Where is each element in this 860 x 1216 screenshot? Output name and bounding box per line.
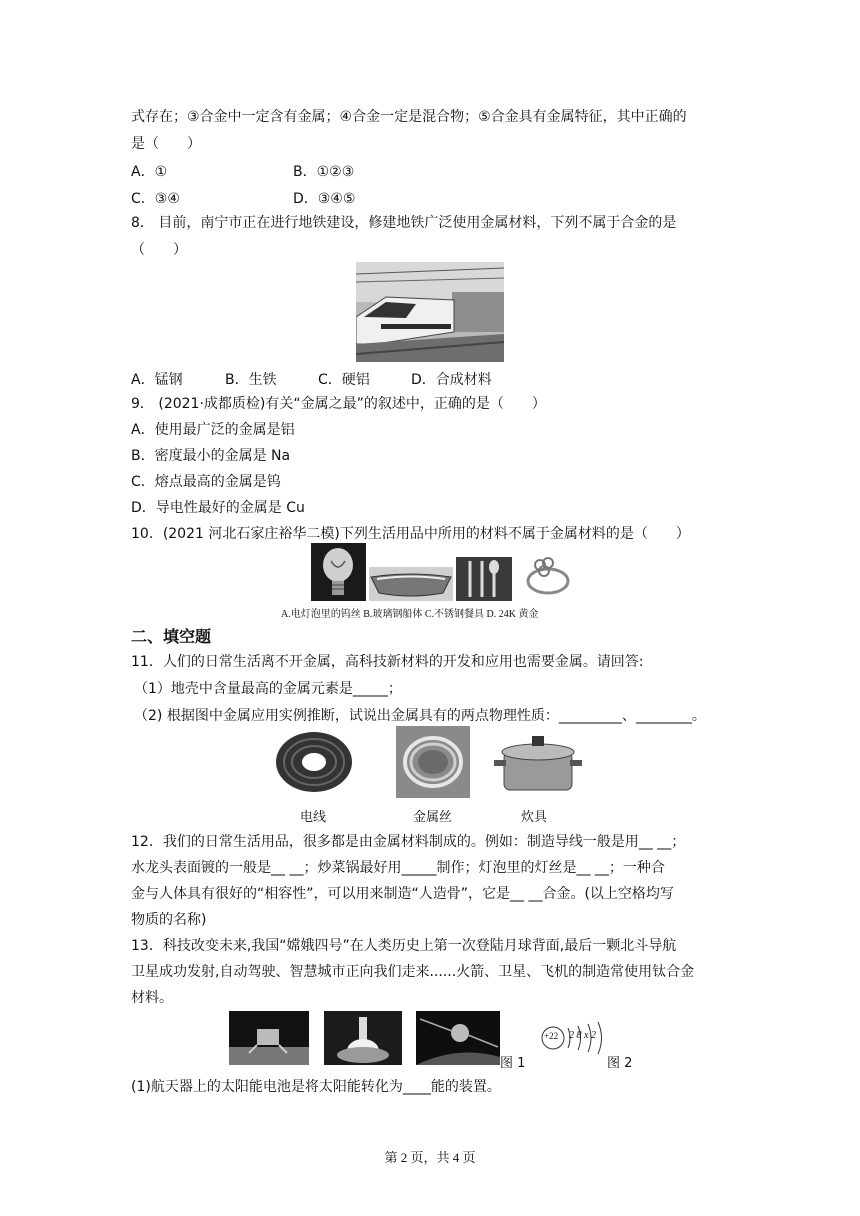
q10-caption: A.电灯泡里的钨丝 B.玻璃钢船体 C.不锈钢餐具 D. 24K 黄金 xyxy=(281,609,539,620)
q13-sub-1: (1)航天器上的太阳能电池是将太阳能转化为____能的装置。 xyxy=(131,1079,501,1095)
q9-option-d: D．导电性最好的金属是 Cu xyxy=(131,500,305,516)
atom-nucleus-charge: +22 xyxy=(544,1031,559,1041)
q7-option-a: A．① xyxy=(131,164,168,180)
q8-option-b: B．生铁 xyxy=(225,372,277,388)
q7-line-1: 式存在；③合金中一定含有金属；④合金一定是混合物；⑤合金具有金属特征，其中正确的 xyxy=(131,109,687,125)
q11-caption-metal-wire: 金属丝 xyxy=(413,810,453,825)
lunar-lander-photo xyxy=(229,1011,309,1065)
q9-stem: 9． (2021·成都质检)有关“金属之最”的叙述中，正确的是（ ） xyxy=(131,396,546,412)
page-footer: 第 2 页，共 4 页 xyxy=(384,1150,476,1165)
q9-option-a: A．使用最广泛的金属是铝 xyxy=(131,422,295,438)
subway-train-photo xyxy=(356,262,504,362)
section-heading-fill-in: 二、填空题 xyxy=(131,627,212,646)
q7-option-d: D．③④⑤ xyxy=(293,191,356,207)
q7-option-c: C．③④ xyxy=(131,191,180,207)
metal-wire-photo xyxy=(396,726,470,798)
q8-line-1: 8． 目前，南宁市正在进行地铁建设，修建地铁广泛使用金属材料，下列不属于合金的是 xyxy=(131,215,677,231)
fiberglass-boat-photo xyxy=(369,567,453,601)
q11-sub-2: （2) 根据图中金属应用实例推断，试说出金属具有的两点物理性质：_________、________。 xyxy=(134,708,706,724)
rocket-launch-photo xyxy=(324,1011,402,1065)
atom-electron-shells: 2 8 x 2 xyxy=(569,1030,596,1041)
q13-figure-2-label: 图 2 xyxy=(607,1056,633,1071)
q8-option-a: A．锰钢 xyxy=(131,372,183,388)
q10-stem: 10．(2021 河北石家庄裕华二模)下列生活用品中所用的材料不属于金属材料的是（ ） xyxy=(131,526,690,542)
cooking-pot-photo xyxy=(492,728,584,798)
q12-line-1: 12．我们的日常生活用品，很多都是由金属材料制成的。例如：制造导线一般是用__ __； xyxy=(131,834,686,850)
q12-line-3: 金与人体具有很好的“相容性”，可以用来制造“人造骨”，它是__ __合金。(以上空格均写 xyxy=(131,886,674,902)
wire-coil-photo xyxy=(274,728,354,796)
q11-sub-1: （1）地壳中含量最高的金属元素是_____； xyxy=(134,681,402,697)
q13-line-3: 材料。 xyxy=(131,990,173,1006)
q7-option-b: B．①②③ xyxy=(293,164,355,180)
q11-stem: 11．人们的日常生活离不开金属，高科技新材料的开发和应用也需要金属。请回答: xyxy=(131,654,644,670)
satellite-photo xyxy=(416,1011,500,1065)
q13-figure-1-label: 图 1 xyxy=(500,1056,526,1071)
gold-ring-photo xyxy=(516,551,576,601)
q12-line-4: 物质的名称) xyxy=(131,912,207,928)
q8-option-c: C．硬铝 xyxy=(318,372,370,388)
light-bulb-photo xyxy=(311,543,366,601)
cutlery-photo xyxy=(456,557,512,601)
q8-line-2: （ ） xyxy=(131,242,187,258)
q7-line-2: 是（ ） xyxy=(131,136,201,152)
q12-line-2: 水龙头表面镀的一般是__ __；炒菜锅最好用_____制作；灯泡里的灯丝是__ __；一种合 xyxy=(131,860,665,876)
q8-option-d: D．合成材料 xyxy=(411,372,492,388)
q9-option-b: B．密度最小的金属是 Na xyxy=(131,448,291,464)
titanium-atom-structure-diagram xyxy=(540,1018,608,1058)
q13-line-1: 13．科技改变未来,我国“嫦娥四号”在人类历史上第一次登陆月球背面,最后一颗北斗导航 xyxy=(131,938,677,954)
q13-line-2: 卫星成功发射,自动驾驶、智慧城市正向我们走来......火箭、卫星、飞机的制造常使用钛合金 xyxy=(131,964,695,980)
q9-option-c: C．熔点最高的金属是钨 xyxy=(131,474,281,490)
q11-caption-wire: 电线 xyxy=(300,810,327,825)
q11-caption-cookware: 炊具 xyxy=(521,810,548,825)
